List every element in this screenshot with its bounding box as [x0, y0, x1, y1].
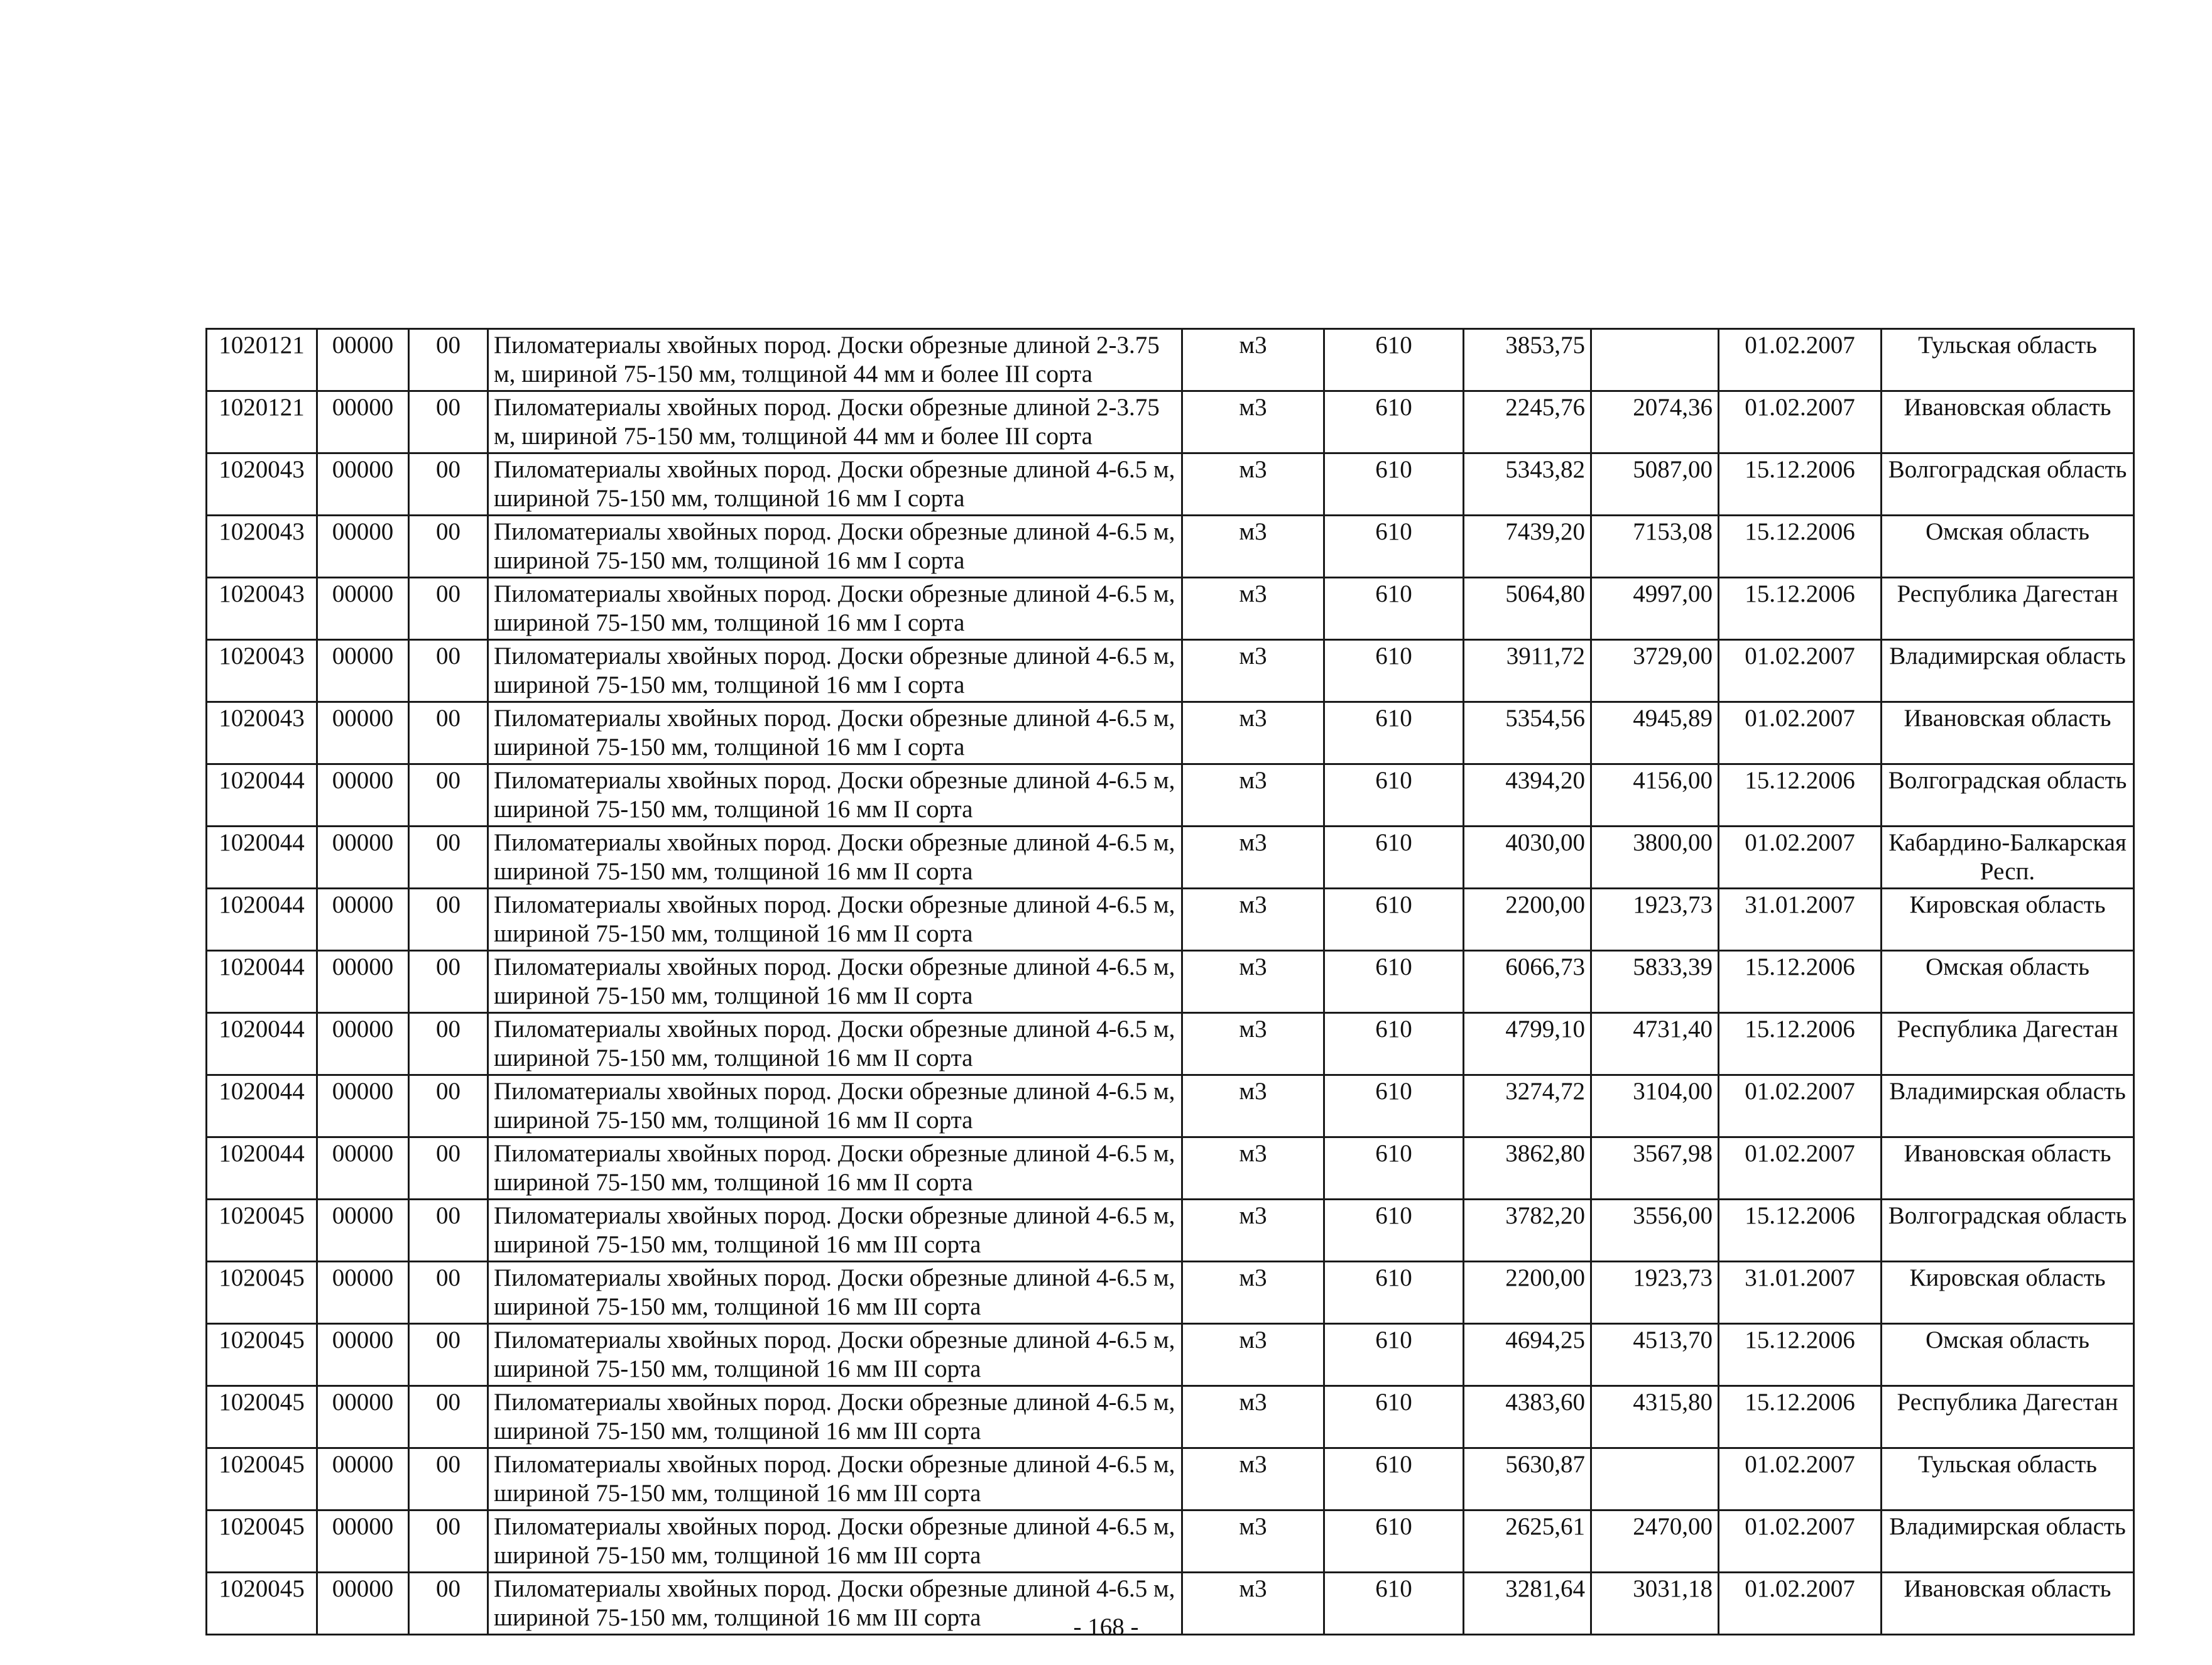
- cell-unit: м3: [1182, 1573, 1324, 1635]
- cell-code: 1020045: [207, 1510, 317, 1573]
- cell-date: 01.02.2007: [1719, 1137, 1882, 1200]
- cell-unit: м3: [1182, 889, 1324, 951]
- page-number: - 168 -: [1073, 1613, 1139, 1641]
- cell-unit: м3: [1182, 1200, 1324, 1262]
- cell-unit-code: 610: [1324, 1013, 1464, 1075]
- cell-price-alt: 4997,00: [1591, 578, 1719, 640]
- cell-price-alt: 4315,80: [1591, 1386, 1719, 1448]
- cell-date: 15.12.2006: [1719, 578, 1882, 640]
- cell-unit: м3: [1182, 1448, 1324, 1510]
- cell-subcode: 00000: [317, 1386, 409, 1448]
- cell-unit-code: 610: [1324, 1573, 1464, 1635]
- table-row: [207, 1510, 2134, 1573]
- cell-subcode2: 00: [409, 889, 488, 951]
- cell-price: 6066,73: [1464, 951, 1591, 1013]
- cell-subcode2: 00: [409, 1200, 488, 1262]
- cell-unit-code: 610: [1324, 1137, 1464, 1200]
- cell-region: Республика Дагестан: [1882, 578, 2134, 640]
- cell-price-alt: [1591, 329, 1719, 391]
- cell-subcode: 00000: [317, 1262, 409, 1324]
- table-row: [207, 329, 2134, 391]
- cell-subcode: 00000: [317, 640, 409, 702]
- cell-unit: м3: [1182, 1386, 1324, 1448]
- cell-date: 01.02.2007: [1719, 702, 1882, 764]
- table-row: [207, 827, 2134, 889]
- cell-unit: м3: [1182, 329, 1324, 391]
- cell-subcode2: 00: [409, 1448, 488, 1510]
- cell-code: 1020045: [207, 1324, 317, 1386]
- cell-name: Пиломатериалы хвойных пород. Доски обрезные длиной 4-6.5 м, шириной 75-150 мм, толщиной 16 мм II сорта: [488, 951, 1182, 1013]
- cell-unit: м3: [1182, 951, 1324, 1013]
- cell-subcode2: 00: [409, 764, 488, 827]
- table-row: [207, 702, 2134, 764]
- cell-subcode2: 00: [409, 1137, 488, 1200]
- cell-code: 1020121: [207, 391, 317, 453]
- cell-date: 15.12.2006: [1719, 1013, 1882, 1075]
- cell-unit-code: 610: [1324, 1386, 1464, 1448]
- cell-price-alt: 5087,00: [1591, 453, 1719, 516]
- cell-region: Кабардино-Балкарская Респ.: [1882, 827, 2134, 889]
- cell-unit: м3: [1182, 1262, 1324, 1324]
- table-row: [207, 1137, 2134, 1200]
- cell-unit-code: 610: [1324, 516, 1464, 578]
- cell-code: 1020043: [207, 702, 317, 764]
- cell-price: 2200,00: [1464, 1262, 1591, 1324]
- cell-price-alt: 1923,73: [1591, 1262, 1719, 1324]
- table-row: [207, 578, 2134, 640]
- cell-unit-code: 610: [1324, 640, 1464, 702]
- cell-date: 15.12.2006: [1719, 1324, 1882, 1386]
- cell-price-alt: 3800,00: [1591, 827, 1719, 889]
- cell-region: Республика Дагестан: [1882, 1386, 2134, 1448]
- cell-subcode: 00000: [317, 1510, 409, 1573]
- cell-price-alt: 1923,73: [1591, 889, 1719, 951]
- cell-price-alt: 3104,00: [1591, 1075, 1719, 1137]
- cell-subcode2: 00: [409, 1075, 488, 1137]
- cell-price: 3281,64: [1464, 1573, 1591, 1635]
- cell-name: Пиломатериалы хвойных пород. Доски обрезные длиной 4-6.5 м, шириной 75-150 мм, толщиной 16 мм III сорта: [488, 1324, 1182, 1386]
- table-row: [207, 640, 2134, 702]
- cell-name: Пиломатериалы хвойных пород. Доски обрезные длиной 4-6.5 м, шириной 75-150 мм, толщиной 16 мм II сорта: [488, 1013, 1182, 1075]
- cell-price-alt: 3031,18: [1591, 1573, 1719, 1635]
- cell-price: 7439,20: [1464, 516, 1591, 578]
- cell-price: 3911,72: [1464, 640, 1591, 702]
- cell-name: Пиломатериалы хвойных пород. Доски обрезные длиной 4-6.5 м, шириной 75-150 мм, толщиной 16 мм I сорта: [488, 516, 1182, 578]
- cell-name: Пиломатериалы хвойных пород. Доски обрезные длиной 4-6.5 м, шириной 75-150 мм, толщиной 16 мм II сорта: [488, 889, 1182, 951]
- cell-code: 1020045: [207, 1262, 317, 1324]
- cell-date: 31.01.2007: [1719, 889, 1882, 951]
- cell-price-alt: 7153,08: [1591, 516, 1719, 578]
- cell-price: 3862,80: [1464, 1137, 1591, 1200]
- cell-unit: м3: [1182, 516, 1324, 578]
- cell-code: 1020044: [207, 889, 317, 951]
- cell-name: Пиломатериалы хвойных пород. Доски обрезные длиной 4-6.5 м, шириной 75-150 мм, толщиной 16 мм I сорта: [488, 453, 1182, 516]
- cell-name: Пиломатериалы хвойных пород. Доски обрезные длиной 4-6.5 м, шириной 75-150 мм, толщиной 16 мм II сорта: [488, 827, 1182, 889]
- table-row: [207, 1200, 2134, 1262]
- cell-subcode: 00000: [317, 1200, 409, 1262]
- cell-region: Тульская область: [1882, 329, 2134, 391]
- cell-unit: м3: [1182, 578, 1324, 640]
- cell-unit: м3: [1182, 827, 1324, 889]
- cell-price-alt: 2470,00: [1591, 1510, 1719, 1573]
- cell-code: 1020043: [207, 516, 317, 578]
- cell-unit: м3: [1182, 1510, 1324, 1573]
- cell-subcode: 00000: [317, 1573, 409, 1635]
- table-row: [207, 1324, 2134, 1386]
- cell-region: Владимирская область: [1882, 1075, 2134, 1137]
- cell-code: 1020045: [207, 1573, 317, 1635]
- table-row: [207, 1448, 2134, 1510]
- cell-unit-code: 610: [1324, 702, 1464, 764]
- cell-price-alt: 4156,00: [1591, 764, 1719, 827]
- cell-price-alt: 3556,00: [1591, 1200, 1719, 1262]
- cell-price: 4383,60: [1464, 1386, 1591, 1448]
- cell-unit-code: 610: [1324, 827, 1464, 889]
- cell-price-alt: 4945,89: [1591, 702, 1719, 764]
- cell-region: Омская область: [1882, 1324, 2134, 1386]
- cell-price-alt: 3567,98: [1591, 1137, 1719, 1200]
- cell-unit: м3: [1182, 1075, 1324, 1137]
- cell-price: 3782,20: [1464, 1200, 1591, 1262]
- cell-subcode2: 00: [409, 702, 488, 764]
- cell-subcode: 00000: [317, 1448, 409, 1510]
- cell-subcode: 00000: [317, 827, 409, 889]
- cell-name: Пиломатериалы хвойных пород. Доски обрезные длиной 4-6.5 м, шириной 75-150 мм, толщиной 16 мм III сорта: [488, 1200, 1182, 1262]
- cell-price: 2245,76: [1464, 391, 1591, 453]
- cell-unit: м3: [1182, 453, 1324, 516]
- cell-code: 1020045: [207, 1448, 317, 1510]
- cell-unit-code: 610: [1324, 889, 1464, 951]
- cell-region: Ивановская область: [1882, 1137, 2134, 1200]
- cell-name: Пиломатериалы хвойных пород. Доски обрезные длиной 4-6.5 м, шириной 75-150 мм, толщиной 16 мм III сорта: [488, 1386, 1182, 1448]
- cell-price: 5354,56: [1464, 702, 1591, 764]
- cell-date: 01.02.2007: [1719, 640, 1882, 702]
- cell-unit-code: 610: [1324, 1324, 1464, 1386]
- cell-name: Пиломатериалы хвойных пород. Доски обрезные длиной 4-6.5 м, шириной 75-150 мм, толщиной 16 мм I сорта: [488, 702, 1182, 764]
- cell-code: 1020044: [207, 1013, 317, 1075]
- cell-price-alt: 2074,36: [1591, 391, 1719, 453]
- cell-region: Владимирская область: [1882, 640, 2134, 702]
- cell-region: Волгоградская область: [1882, 764, 2134, 827]
- table-row: [207, 453, 2134, 516]
- cell-subcode: 00000: [317, 889, 409, 951]
- cell-name: Пиломатериалы хвойных пород. Доски обрезные длиной 4-6.5 м, шириной 75-150 мм, толщиной 16 мм I сорта: [488, 640, 1182, 702]
- cell-code: 1020043: [207, 578, 317, 640]
- cell-date: 01.02.2007: [1719, 391, 1882, 453]
- cell-subcode: 00000: [317, 1075, 409, 1137]
- cell-date: 01.02.2007: [1719, 1448, 1882, 1510]
- cell-price: 5343,82: [1464, 453, 1591, 516]
- cell-subcode: 00000: [317, 1013, 409, 1075]
- cell-subcode2: 00: [409, 827, 488, 889]
- cell-code: 1020045: [207, 1200, 317, 1262]
- table-row: [207, 1075, 2134, 1137]
- cell-subcode: 00000: [317, 764, 409, 827]
- cell-unit-code: 610: [1324, 453, 1464, 516]
- cell-date: 01.02.2007: [1719, 827, 1882, 889]
- table-row: [207, 391, 2134, 453]
- cell-name: Пиломатериалы хвойных пород. Доски обрезные длиной 4-6.5 м, шириной 75-150 мм, толщиной 16 мм III сорта: [488, 1448, 1182, 1510]
- cell-date: 31.01.2007: [1719, 1262, 1882, 1324]
- cell-region: Тульская область: [1882, 1448, 2134, 1510]
- cell-code: 1020045: [207, 1386, 317, 1448]
- cell-date: 15.12.2006: [1719, 951, 1882, 1013]
- cell-price: 2200,00: [1464, 889, 1591, 951]
- cell-subcode2: 00: [409, 329, 488, 391]
- cell-unit-code: 610: [1324, 1200, 1464, 1262]
- cell-name: Пиломатериалы хвойных пород. Доски обрезные длиной 4-6.5 м, шириной 75-150 мм, толщиной 16 мм II сорта: [488, 764, 1182, 827]
- cell-unit-code: 610: [1324, 1075, 1464, 1137]
- table-body: [207, 329, 2134, 1635]
- cell-name: Пиломатериалы хвойных пород. Доски обрезные длиной 4-6.5 м, шириной 75-150 мм, толщиной 16 мм III сорта: [488, 1573, 1182, 1635]
- cell-subcode2: 00: [409, 1510, 488, 1573]
- cell-region: Владимирская область: [1882, 1510, 2134, 1573]
- cell-date: 01.02.2007: [1719, 1510, 1882, 1573]
- cell-date: 01.02.2007: [1719, 329, 1882, 391]
- cell-region: Кировская область: [1882, 889, 2134, 951]
- cell-subcode: 00000: [317, 951, 409, 1013]
- cell-subcode2: 00: [409, 391, 488, 453]
- table-row: [207, 516, 2134, 578]
- cell-name: Пиломатериалы хвойных пород. Доски обрезные длиной 4-6.5 м, шириной 75-150 мм, толщиной 16 мм III сорта: [488, 1262, 1182, 1324]
- cell-region: Республика Дагестан: [1882, 1013, 2134, 1075]
- cell-subcode: 00000: [317, 1324, 409, 1386]
- cell-subcode2: 00: [409, 1324, 488, 1386]
- cell-region: Ивановская область: [1882, 1573, 2134, 1635]
- cell-unit-code: 610: [1324, 1510, 1464, 1573]
- cell-subcode2: 00: [409, 1573, 488, 1635]
- cell-code: 1020044: [207, 827, 317, 889]
- cell-subcode: 00000: [317, 391, 409, 453]
- cell-date: 15.12.2006: [1719, 453, 1882, 516]
- cell-price: 4799,10: [1464, 1013, 1591, 1075]
- cell-name: Пиломатериалы хвойных пород. Доски обрезные длиной 4-6.5 м, шириной 75-150 мм, толщиной 16 мм I сорта: [488, 578, 1182, 640]
- cell-code: 1020043: [207, 453, 317, 516]
- cell-code: 1020044: [207, 951, 317, 1013]
- cell-subcode: 00000: [317, 329, 409, 391]
- table-row: [207, 1386, 2134, 1448]
- cell-unit: м3: [1182, 391, 1324, 453]
- cell-subcode: 00000: [317, 453, 409, 516]
- cell-price-alt: 4731,40: [1591, 1013, 1719, 1075]
- cell-code: 1020044: [207, 764, 317, 827]
- cell-subcode: 00000: [317, 1137, 409, 1200]
- cell-subcode: 00000: [317, 516, 409, 578]
- cell-code: 1020044: [207, 1075, 317, 1137]
- cell-price: 4030,00: [1464, 827, 1591, 889]
- cell-date: 15.12.2006: [1719, 516, 1882, 578]
- cell-unit-code: 610: [1324, 578, 1464, 640]
- cell-date: 15.12.2006: [1719, 1386, 1882, 1448]
- cell-price: 3274,72: [1464, 1075, 1591, 1137]
- cell-region: Омская область: [1882, 951, 2134, 1013]
- cell-unit: м3: [1182, 702, 1324, 764]
- table-row: [207, 1013, 2134, 1075]
- cell-subcode2: 00: [409, 516, 488, 578]
- cell-unit: м3: [1182, 640, 1324, 702]
- cell-name: Пиломатериалы хвойных пород. Доски обрезные длиной 2-3.75 м, шириной 75-150 мм, толщиной 44 мм и более III сорта: [488, 329, 1182, 391]
- cell-subcode2: 00: [409, 1262, 488, 1324]
- table-row: [207, 889, 2134, 951]
- table-row: [207, 764, 2134, 827]
- cell-unit: м3: [1182, 1137, 1324, 1200]
- cell-region: Ивановская область: [1882, 391, 2134, 453]
- cell-unit-code: 610: [1324, 329, 1464, 391]
- cell-name: Пиломатериалы хвойных пород. Доски обрезные длиной 4-6.5 м, шириной 75-150 мм, толщиной 16 мм II сорта: [488, 1075, 1182, 1137]
- cell-name: Пиломатериалы хвойных пород. Доски обрезные длиной 4-6.5 м, шириной 75-150 мм, толщиной 16 мм III сорта: [488, 1510, 1182, 1573]
- cell-region: Волгоградская область: [1882, 453, 2134, 516]
- cell-date: 01.02.2007: [1719, 1573, 1882, 1635]
- cell-price-alt: [1591, 1448, 1719, 1510]
- cell-unit-code: 610: [1324, 951, 1464, 1013]
- cell-date: 15.12.2006: [1719, 1200, 1882, 1262]
- cell-code: 1020121: [207, 329, 317, 391]
- cell-unit-code: 610: [1324, 764, 1464, 827]
- cell-subcode2: 00: [409, 1386, 488, 1448]
- cell-subcode2: 00: [409, 640, 488, 702]
- cell-price-alt: 5833,39: [1591, 951, 1719, 1013]
- cell-date: 01.02.2007: [1719, 1075, 1882, 1137]
- cell-price: 3853,75: [1464, 329, 1591, 391]
- cell-unit: м3: [1182, 1324, 1324, 1386]
- cell-name: Пиломатериалы хвойных пород. Доски обрезные длиной 4-6.5 м, шириной 75-150 мм, толщиной 16 мм II сорта: [488, 1137, 1182, 1200]
- cell-price: 5064,80: [1464, 578, 1591, 640]
- cell-price-alt: 4513,70: [1591, 1324, 1719, 1386]
- cell-date: 15.12.2006: [1719, 764, 1882, 827]
- cell-unit: м3: [1182, 1013, 1324, 1075]
- cell-unit: м3: [1182, 764, 1324, 827]
- cell-subcode2: 00: [409, 578, 488, 640]
- table-row: [207, 951, 2134, 1013]
- cell-subcode: 00000: [317, 578, 409, 640]
- cell-code: 1020043: [207, 640, 317, 702]
- cell-region: Волгоградская область: [1882, 1200, 2134, 1262]
- cell-price: 5630,87: [1464, 1448, 1591, 1510]
- cell-region: Кировская область: [1882, 1262, 2134, 1324]
- cell-region: Ивановская область: [1882, 702, 2134, 764]
- cell-unit-code: 610: [1324, 1262, 1464, 1324]
- cell-subcode: 00000: [317, 702, 409, 764]
- cell-subcode2: 00: [409, 951, 488, 1013]
- cell-name: Пиломатериалы хвойных пород. Доски обрезные длиной 2-3.75 м, шириной 75-150 мм, толщиной 44 мм и более III сорта: [488, 391, 1182, 453]
- price-table: [205, 328, 2135, 1635]
- cell-subcode2: 00: [409, 453, 488, 516]
- cell-price: 4694,25: [1464, 1324, 1591, 1386]
- cell-region: Омская область: [1882, 516, 2134, 578]
- cell-price-alt: 3729,00: [1591, 640, 1719, 702]
- cell-price: 4394,20: [1464, 764, 1591, 827]
- cell-code: 1020044: [207, 1137, 317, 1200]
- cell-price: 2625,61: [1464, 1510, 1591, 1573]
- table-row: [207, 1262, 2134, 1324]
- cell-subcode2: 00: [409, 1013, 488, 1075]
- cell-unit-code: 610: [1324, 1448, 1464, 1510]
- cell-unit-code: 610: [1324, 391, 1464, 453]
